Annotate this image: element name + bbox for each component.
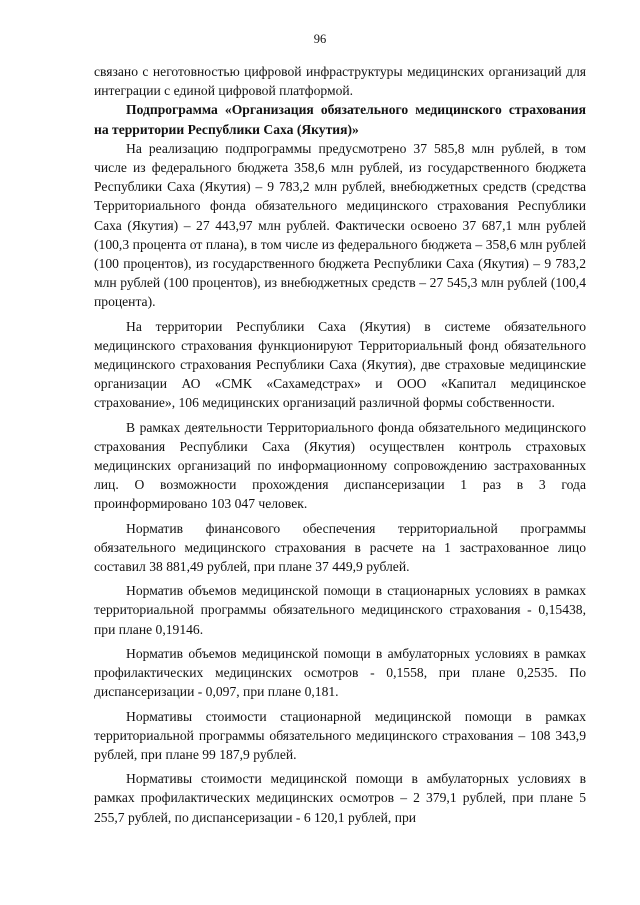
subprogram-heading: Подпрограмма «Организация обязательного медицинского страхования на территории Республики Саха (Якутия)»: [94, 102, 586, 137]
paragraph-funding: На реализацию подпрограммы предусмотрено 37 585,8 млн рублей, в том числе из федерального бюджета 358,6 млн рублей, из государственного бюджета Республики Саха (Якутия) – 9 783,2 млн рублей, внебюджетных средств (средства Территориального фонда обязательного медицинского страхования Республики Саха (Якутия) – 27 443,97 млн рублей. Фактически освоено 37 687,1 млн рублей (100,3 процента от плана), в том числе из федерального бюджета – 358,6 млн рублей (100 процентов), из государственного бюджета Республики Саха (Якутия) – 9 783,2 млн рублей (100 процентов), из внебюджетных средств – 27 545,3 млн рублей (100,4 процента).: [94, 140, 586, 310]
paragraph-inpatient-volume: Норматив объемов медицинской помощи в стационарных условиях в рамках территориальной программы обязательного медицинского страхования - 0,15438, при плане 0,19146.: [94, 583, 586, 637]
paragraph-organizations: На территории Республики Саха (Якутия) в системе обязательного медицинского страхования функционируют Территориальный фонд обязательного медицинского страхования Республики Саха (Якутия), две страховые медицинские организации АО «СМК «Сахамедстрах» и ООО «Капитал медицинское страхование», 106 медицинских организаций различной формы собственности.: [94, 318, 586, 411]
page-number: 96: [313, 32, 327, 46]
paragraph-financial-norm: Норматив финансового обеспечения территориальной программы обязательного медицинского страхования в расчете на 1 застрахованное лицо составил 38 881,49 рублей, при плане 37 449,9 рублей.: [94, 520, 586, 575]
paragraph-inpatient-cost: Нормативы стоимости стационарной медицинской помощи в рамках территориальной программы обязательного медицинского страхования – 108 343,9 рублей, при плане 99 187,9 рублей.: [94, 708, 586, 762]
paragraph-control: В рамках деятельности Территориального фонда обязательного медицинского страхования Республики Саха (Якутия) осуществлен контроль страховых медицинских организаций по информационному сопровождению застрахованных лиц. О возможности прохождения диспансеризации 1 раз в 3 года проинформировано 103 047 человек.: [94, 419, 586, 512]
paragraph-outpatient-volume: Норматив объемов медицинской помощи в амбулаторных условиях в рамках профилактических медицинских осмотров - 0,1558, при плане 0,2535. По диспансеризации - 0,097, при плане 0,181.: [94, 645, 586, 700]
document-body: [94, 62, 586, 827]
paragraph-outpatient-cost: Нормативы стоимости медицинской помощи в амбулаторных условиях в рамках профилактических медицинских осмотров – 2 379,1 рублей, при плане 5 255,7 рублей, по диспансеризации - 6 120,1 рублей, при: [94, 771, 586, 825]
paragraph-continuation: связано с неготовностью цифровой инфраструктуры медицинских организаций для интеграции с единой цифровой платформой.: [94, 64, 586, 99]
